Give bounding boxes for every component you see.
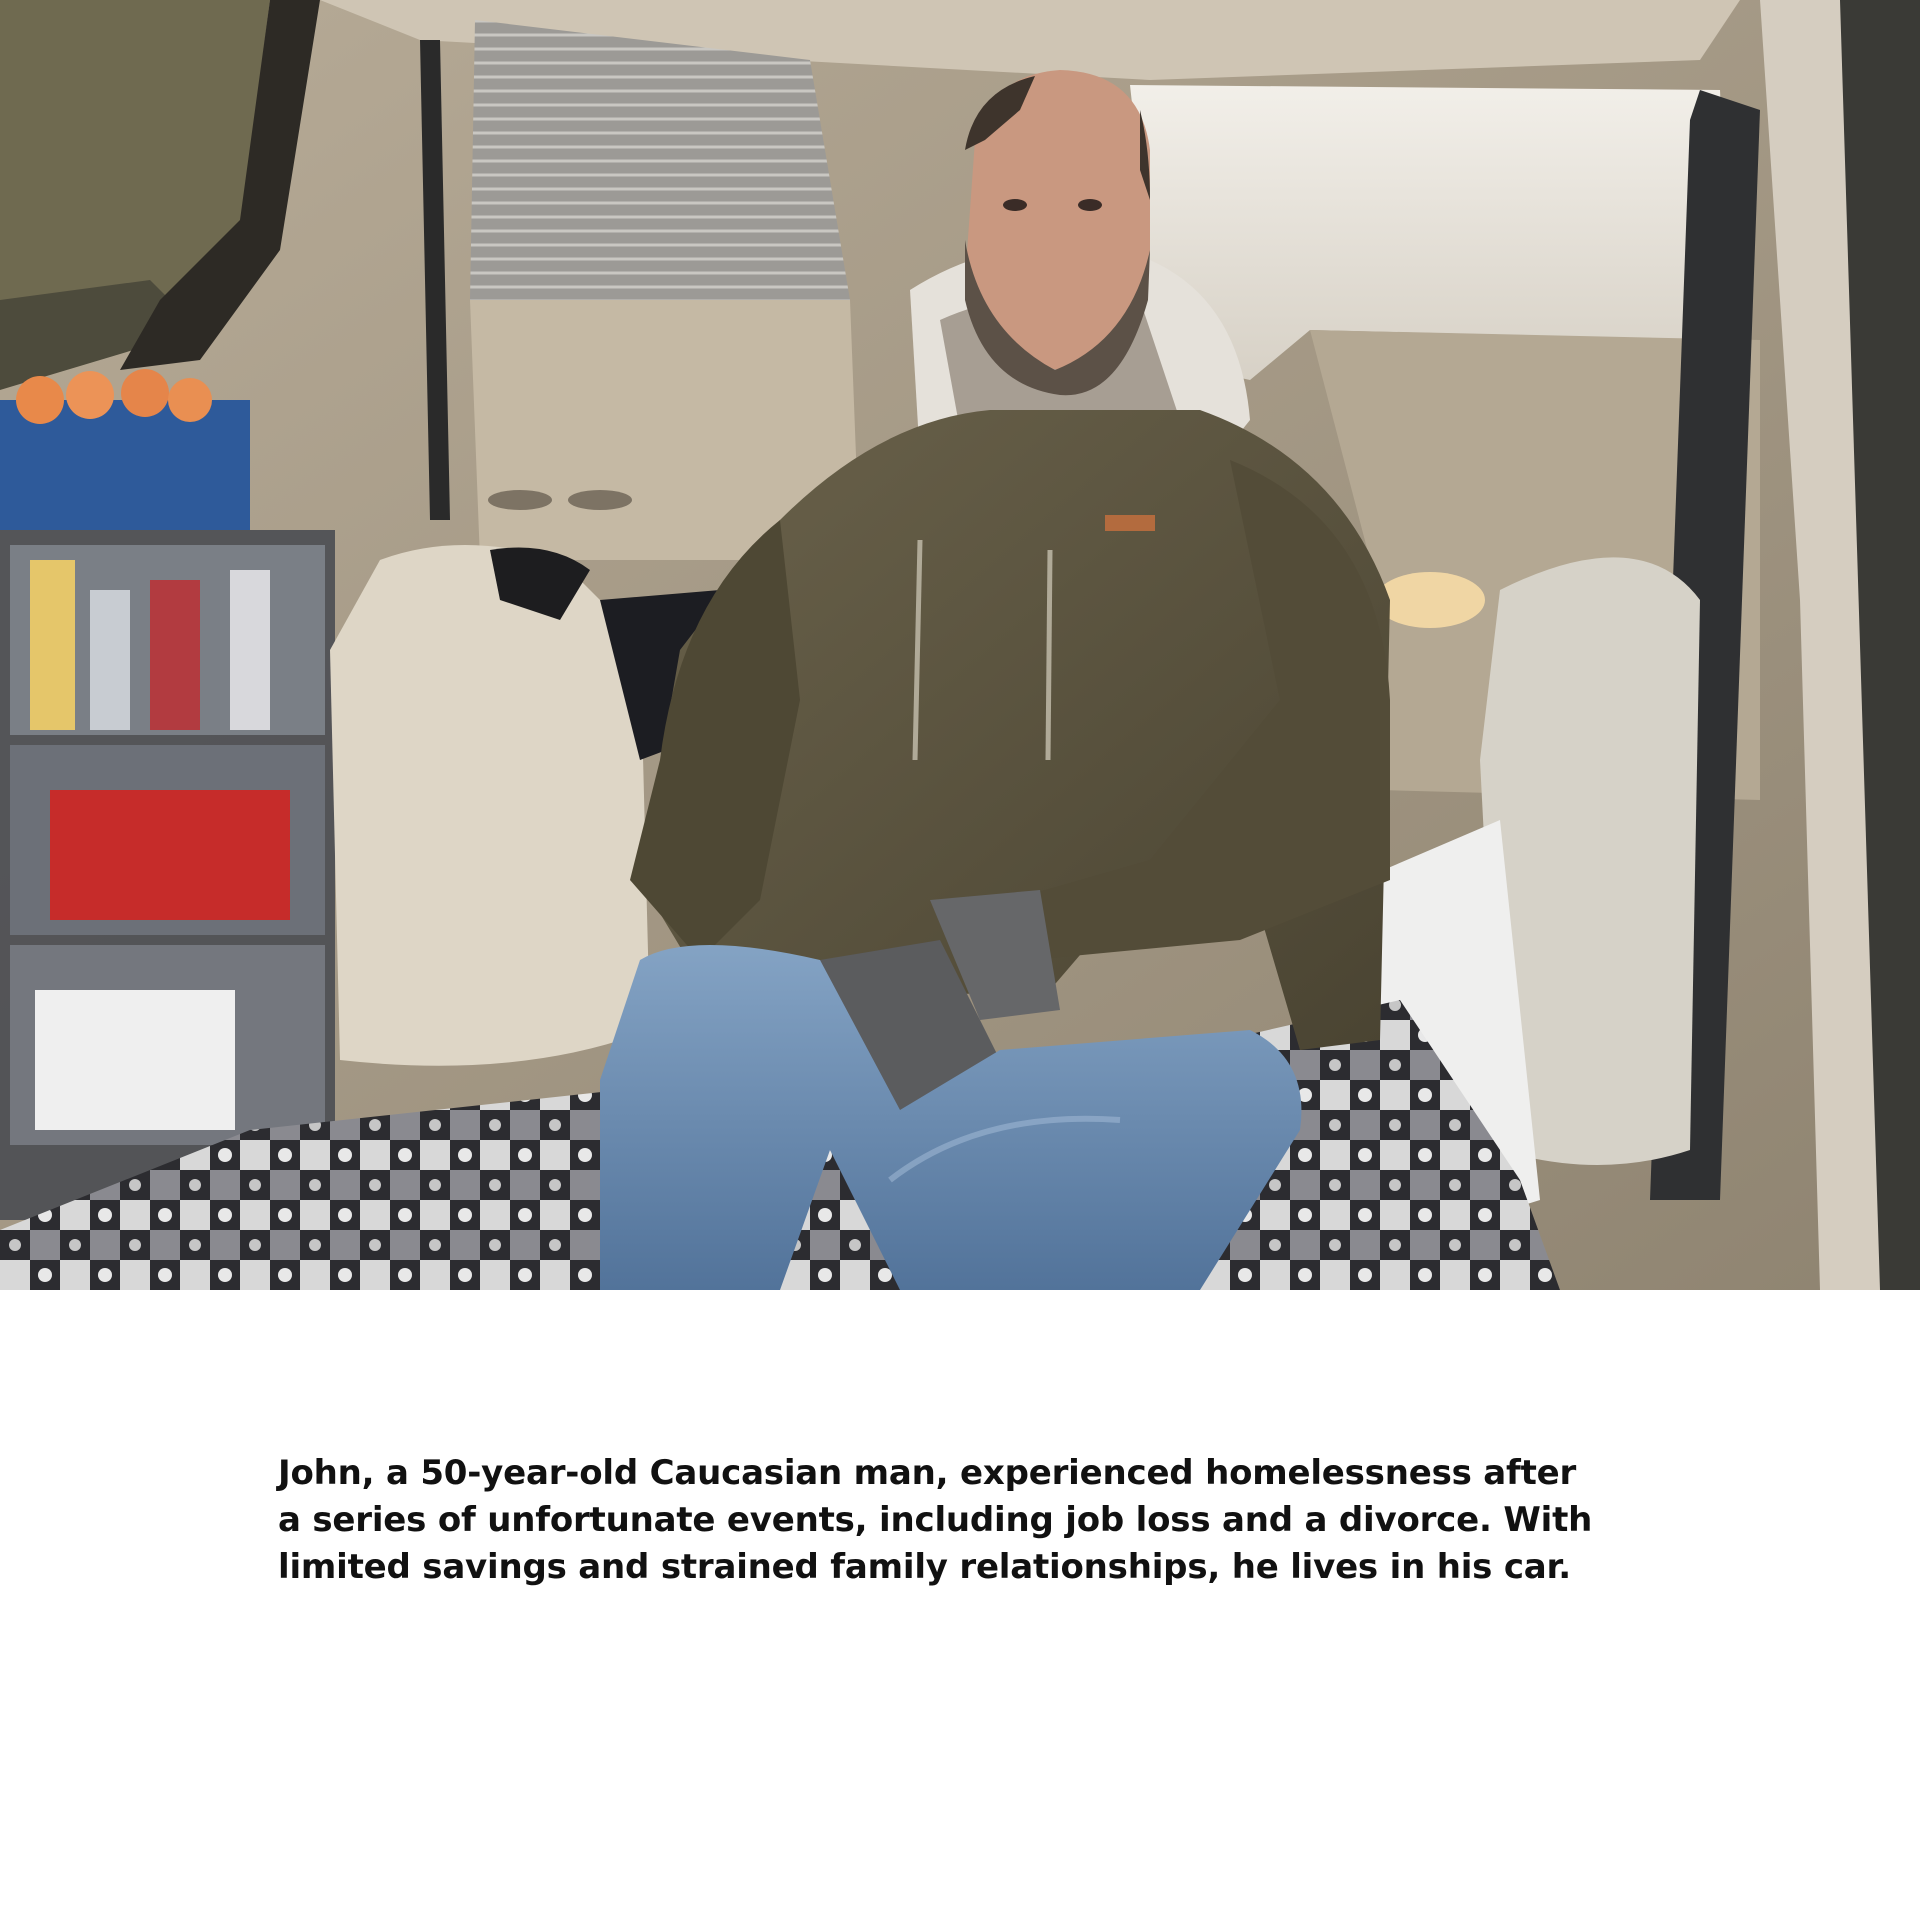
caption <box>278 1450 1638 1591</box>
caption-line-2: a series of unfortunate events, including job loss and a divorce. With <box>278 1500 1593 1540</box>
caption-line-3: limited savings and strained family relationships, he lives in his car. <box>278 1547 1571 1587</box>
dome-light <box>1375 572 1485 628</box>
caption-line-1: John, a 50-year-old Caucasian man, experienced homelessness after <box>278 1453 1577 1493</box>
window-sun-shade <box>470 20 850 300</box>
laundry-bag <box>330 545 650 1066</box>
storage-drawers <box>0 530 335 1220</box>
